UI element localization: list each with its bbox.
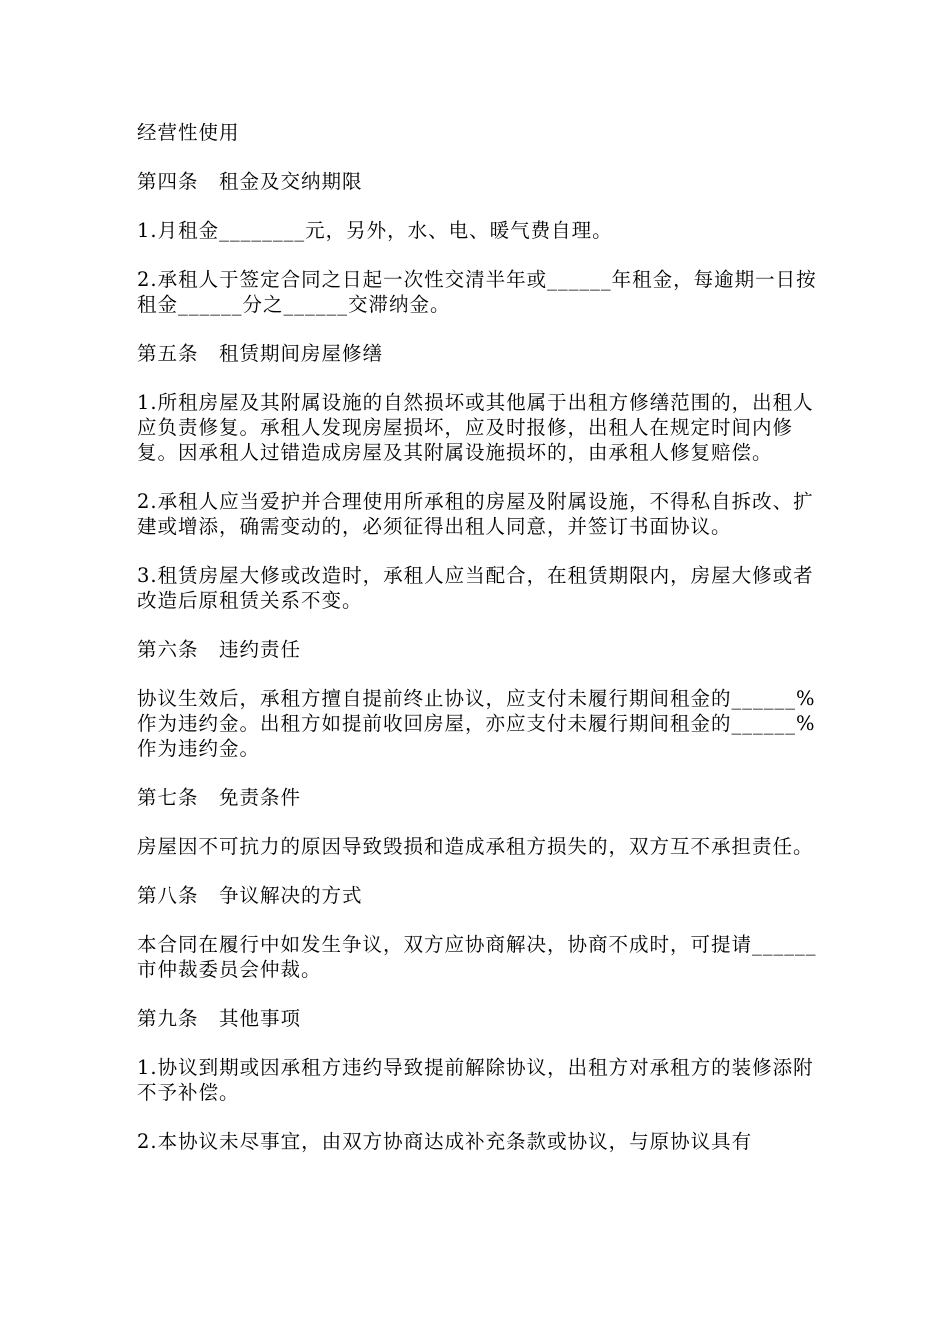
paragraph-monthly-rent: 1.月租金________元，另外，水、电、暖气费自理。 [137,219,613,242]
heading-article-5: 第五条 租赁期间房屋修缮 [137,342,384,365]
paragraph-repair-1: 1.所租房屋及其附属设施的自然损坏或其他属于出租方修缮范围的，出租人应负责修复。承租人发现房屋损坏，应及时报修，出租人在规定时间内修复。因承租人过错造成房屋及其附属设施损坏的，由承租人修复赔偿。 [137,391,814,464]
paragraph-repair-3: 3.租赁房屋大修或改造时，承租人应当配合，在租赁期限内，房屋大修或者改造后原租赁关系不变。 [137,564,814,612]
paragraph-dispute: 本合同在履行中如发生争议，双方应协商解决，协商不成时，可提请______市仲裁委员会仲裁。 [137,933,817,981]
paragraph-usage: 经营性使用 [137,121,240,144]
document-body [137,120,817,1178]
heading-article-7: 第七条 免责条件 [137,786,302,809]
paragraph-payment-terms: 2.承租人于签定合同之日起一次性交清半年或______年租金，每逾期一日按租金______分之______交滞纳金。 [137,268,817,316]
heading-article-4: 第四条 租金及交纳期限 [137,170,363,193]
paragraph-breach: 协议生效后，承租方擅自提前终止协议，应支付未履行期间租金的______%作为违约金。出租方如提前收回房屋，亦应支付未履行期间租金的______%作为违约金。 [137,687,816,760]
paragraph-other-1: 1.协议到期或因承租方违约导致提前解除协议，出租方对承租方的装修添附不予补偿。 [137,1056,814,1104]
heading-article-6: 第六条 违约责任 [137,638,302,661]
paragraph-other-2: 2.本协议未尽事宜，由双方协商达成补充条款或协议，与原协议具有 [137,1130,753,1153]
paragraph-force-majeure: 房屋因不可抗力的原因导致毁损和造成承租方损失的，双方互不承担责任。 [137,835,814,858]
heading-article-8: 第八条 争议解决的方式 [137,884,363,907]
heading-article-9: 第九条 其他事项 [137,1007,302,1030]
paragraph-repair-2: 2.承租人应当爱护并合理使用所承租的房屋及附属设施，不得私自拆改、扩建或增添，确需变动的，必须征得出租人同意，并签订书面协议。 [137,490,814,538]
